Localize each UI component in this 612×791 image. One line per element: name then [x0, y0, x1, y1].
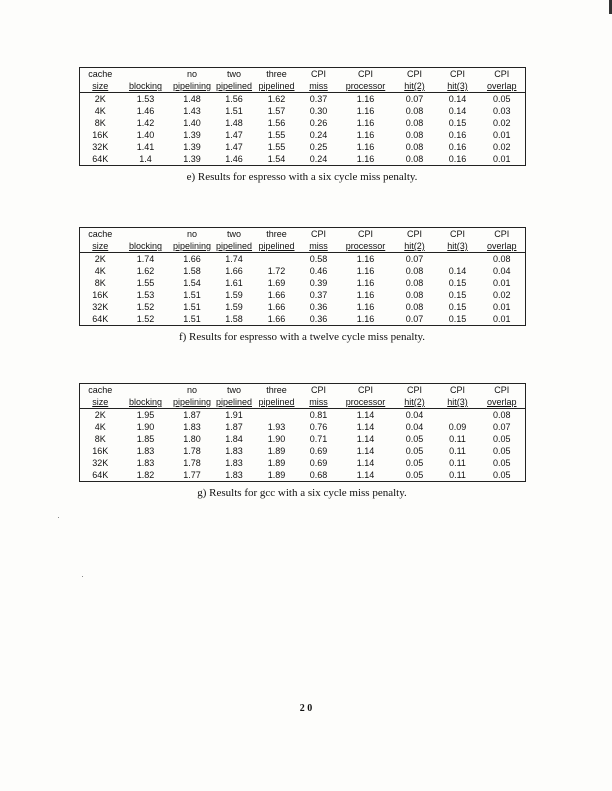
cache-size-cell: 4K	[94, 422, 106, 432]
header-cell: CPI	[449, 69, 465, 79]
header-cell: two	[226, 385, 241, 395]
cache-size-cell: 16K	[92, 446, 109, 456]
table-cell: 1.90	[136, 422, 155, 432]
table-cell: 0.07	[405, 314, 424, 324]
table-cell: 1.55	[136, 278, 155, 288]
table-cell: 0.16	[448, 142, 467, 152]
cache-size-cell: 2K	[94, 254, 106, 264]
table-cell: 0.24	[309, 154, 328, 164]
table-row	[80, 105, 526, 117]
table-cell: 0.08	[405, 106, 424, 116]
table-cell: 0.01	[492, 314, 511, 324]
table-cell: 1.16	[356, 254, 375, 264]
header-row-bottom	[80, 396, 526, 409]
table-cell: 1.62	[267, 94, 286, 104]
table-cell: 0.05	[492, 458, 511, 468]
table-cell: 0.71	[309, 434, 328, 444]
cache-size-cell: 64K	[92, 154, 109, 164]
results-table-e	[79, 67, 525, 183]
table-cell: 0.58	[309, 254, 328, 264]
table-cell: 1.54	[183, 278, 201, 288]
header-cell: miss	[299, 396, 339, 409]
table-cell: 0.30	[309, 106, 328, 116]
table-cell: 1.66	[183, 254, 201, 264]
table-cell: 1.47	[225, 130, 243, 140]
table-cell: 0.11	[449, 434, 466, 444]
table-cell: 0.01	[492, 130, 511, 140]
table-cell: 1.16	[356, 106, 375, 116]
results-table	[79, 383, 526, 482]
table-cell: 1.14	[356, 422, 375, 432]
table-cell: 1.77	[183, 470, 201, 480]
table-cell: 1.89	[267, 470, 286, 480]
table-cell: 0.04	[405, 410, 424, 420]
table-cell: 0.69	[309, 446, 328, 456]
cache-size-cell: 4K	[94, 106, 106, 116]
table-row	[80, 301, 526, 313]
table-cell: 0.14	[448, 266, 467, 276]
header-cell: blocking	[121, 396, 171, 409]
table-cell: 1.43	[183, 106, 201, 116]
header-cell: overlap	[479, 396, 526, 409]
header-cell: pipelined	[255, 80, 299, 93]
table-cell: 0.08	[405, 118, 424, 128]
table-cell: 1.74	[225, 254, 243, 264]
page-number: 2 0	[299, 703, 313, 714]
header-cell: miss	[299, 80, 339, 93]
table-cell: 0.15	[448, 118, 467, 128]
table-cell: 1.14	[356, 446, 375, 456]
header-row-top	[80, 384, 526, 397]
table-cell	[437, 253, 479, 266]
table-cell: 0.02	[492, 142, 511, 152]
table-cell: 1.66	[267, 302, 286, 312]
header-cell	[121, 68, 171, 81]
table-row	[80, 457, 526, 469]
table-cell: 1.89	[267, 446, 286, 456]
table-row	[80, 469, 526, 482]
table-cell: 1.83	[136, 458, 155, 468]
table-cell: 0.04	[405, 422, 424, 432]
table-cell: 1.82	[136, 470, 155, 480]
table-cell: 1.16	[356, 314, 375, 324]
table-cell: 0.02	[492, 290, 511, 300]
table-cell: 0.08	[405, 130, 424, 140]
table-caption: e) Results for espresso with a six cycle miss penalty.	[186, 171, 418, 183]
table-cell: 1.61	[225, 278, 243, 288]
table-row	[80, 445, 526, 457]
header-cell: pipelining	[171, 396, 214, 409]
table-cell: 1.52	[136, 302, 155, 312]
table-cell: 1.78	[183, 446, 201, 456]
table-cell: 1.58	[183, 266, 201, 276]
table-cell: 1.95	[136, 410, 155, 420]
table-cell: 1.58	[225, 314, 243, 324]
table-cell: 0.07	[405, 254, 424, 264]
table-cell: 1.66	[267, 314, 286, 324]
table-cell: 0.01	[492, 154, 511, 164]
table-cell: 1.14	[356, 470, 375, 480]
header-cell: CPI	[357, 69, 373, 79]
header-cell: cache	[88, 229, 113, 239]
table-cell: 1.66	[225, 266, 243, 276]
header-cell: pipelined	[255, 396, 299, 409]
header-cell: no	[186, 229, 197, 239]
table-cell: 1.52	[136, 314, 155, 324]
table-cell: 0.36	[309, 314, 328, 324]
table-cell: 1.4	[139, 154, 152, 164]
header-cell: no	[186, 69, 197, 79]
table-cell: 1.55	[267, 130, 286, 140]
cache-size-cell: 8K	[94, 278, 106, 288]
table-cell: 1.14	[356, 434, 375, 444]
table-cell: 1.66	[267, 290, 286, 300]
table-cell: 1.46	[225, 154, 243, 164]
table-cell: 1.40	[136, 130, 155, 140]
table-cell: 1.51	[183, 314, 201, 324]
table-cell: 0.05	[405, 458, 424, 468]
table-cell: 0.81	[309, 410, 328, 420]
header-cell: CPI	[449, 229, 465, 239]
table-cell: 1.51	[225, 106, 243, 116]
table-cell: 1.56	[225, 94, 243, 104]
header-cell: size	[80, 240, 121, 253]
table-row	[80, 253, 526, 266]
header-cell: blocking	[121, 240, 171, 253]
header-cell: hit(3)	[437, 240, 479, 253]
table-cell: 1.16	[356, 118, 375, 128]
table-cell: 0.11	[449, 446, 466, 456]
header-cell: blocking	[121, 80, 171, 93]
header-cell: hit(2)	[393, 80, 437, 93]
header-cell: three	[266, 385, 287, 395]
table-cell: 1.16	[356, 302, 375, 312]
header-row-top	[80, 228, 526, 241]
table-cell: 0.37	[309, 290, 328, 300]
scan-speck	[82, 576, 83, 577]
header-cell: processor	[339, 80, 393, 93]
table-cell: 0.11	[449, 458, 466, 468]
table-cell: 1.83	[225, 458, 243, 468]
header-cell: miss	[299, 240, 339, 253]
cache-size-cell: 16K	[92, 130, 109, 140]
table-cell: 1.87	[183, 410, 201, 420]
table-cell: 1.93	[267, 422, 286, 432]
table-cell: 0.09	[448, 422, 467, 432]
table-cell: 1.62	[136, 266, 155, 276]
header-cell: processor	[339, 240, 393, 253]
results-table	[79, 67, 526, 166]
table-cell: 1.41	[136, 142, 155, 152]
table-cell: 1.16	[356, 154, 375, 164]
table-cell: 1.39	[183, 130, 201, 140]
table-cell: 1.91	[225, 410, 243, 420]
table-cell	[437, 409, 479, 422]
table-cell: 1.40	[183, 118, 201, 128]
cache-size-cell: 32K	[92, 142, 109, 152]
results-table	[79, 227, 526, 326]
results-table-g	[79, 383, 525, 499]
table-cell: 1.55	[267, 142, 286, 152]
header-cell: CPI	[494, 385, 510, 395]
table-cell: 0.25	[309, 142, 328, 152]
table-cell: 0.68	[309, 470, 328, 480]
table-row	[80, 141, 526, 153]
table-row	[80, 433, 526, 445]
table-cell: 1.74	[136, 254, 155, 264]
table-cell: 0.69	[309, 458, 328, 468]
table-cell: 1.53	[136, 290, 155, 300]
table-cell: 1.85	[136, 434, 155, 444]
header-cell: size	[80, 80, 121, 93]
table-cell: 0.05	[405, 434, 424, 444]
table-cell: 1.84	[225, 434, 243, 444]
header-cell: pipelining	[171, 80, 214, 93]
header-cell: hit(2)	[393, 396, 437, 409]
header-row-top	[80, 68, 526, 81]
table-cell: 1.42	[136, 118, 155, 128]
table-cell: 1.83	[136, 446, 155, 456]
header-cell: overlap	[479, 80, 526, 93]
table-cell: 1.14	[356, 410, 375, 420]
header-cell: CPI	[406, 69, 422, 79]
table-cell: 0.16	[448, 130, 467, 140]
table-cell: 0.26	[309, 118, 328, 128]
cache-size-cell: 64K	[92, 470, 109, 480]
table-cell: 1.48	[225, 118, 243, 128]
table-cell: 0.05	[492, 434, 511, 444]
table-row	[80, 93, 526, 106]
cache-size-cell: 32K	[92, 302, 109, 312]
table-cell: 0.05	[492, 94, 511, 104]
cache-size-cell: 8K	[94, 434, 106, 444]
table-cell: 1.90	[267, 434, 286, 444]
table-cell: 1.89	[267, 458, 286, 468]
table-caption: g) Results for gcc with a six cycle miss penalty.	[197, 487, 407, 499]
table-cell: 0.08	[405, 278, 424, 288]
header-cell: CPI	[406, 229, 422, 239]
header-cell: pipelined	[255, 240, 299, 253]
table-cell	[255, 253, 299, 266]
header-cell: CPI	[310, 385, 326, 395]
table-cell: 0.37	[309, 94, 328, 104]
table-cell: 1.72	[267, 266, 286, 276]
table-cell: 0.05	[405, 446, 424, 456]
results-table-f	[79, 227, 525, 343]
table-cell: 1.56	[267, 118, 286, 128]
table-cell: 1.53	[136, 94, 155, 104]
table-cell: 1.16	[356, 94, 375, 104]
table-cell: 0.08	[405, 290, 424, 300]
header-cell: two	[226, 229, 241, 239]
header-cell: pipelined	[214, 80, 255, 93]
table-cell: 1.16	[356, 266, 375, 276]
cache-size-cell: 8K	[94, 118, 106, 128]
cache-size-cell: 32K	[92, 458, 109, 468]
header-cell: CPI	[449, 385, 465, 395]
header-cell: CPI	[494, 69, 510, 79]
table-cell: 0.05	[492, 446, 511, 456]
table-cell: 0.15	[448, 290, 467, 300]
table-cell: 0.08	[405, 142, 424, 152]
table-cell: 0.04	[492, 266, 511, 276]
table-cell: 0.76	[309, 422, 328, 432]
table-row	[80, 421, 526, 433]
table-cell: 1.83	[183, 422, 201, 432]
header-cell: processor	[339, 396, 393, 409]
header-cell: hit(2)	[393, 240, 437, 253]
table-cell: 1.48	[183, 94, 201, 104]
header-cell: cache	[88, 69, 113, 79]
table-row	[80, 289, 526, 301]
header-cell	[121, 228, 171, 241]
table-cell: 1.16	[356, 130, 375, 140]
table-cell: 1.16	[356, 290, 375, 300]
table-cell: 0.08	[405, 302, 424, 312]
table-cell: 1.51	[183, 290, 201, 300]
table-cell: 1.78	[183, 458, 201, 468]
table-cell: 1.14	[356, 458, 375, 468]
header-cell: two	[226, 69, 241, 79]
header-cell: three	[266, 69, 287, 79]
table-cell: 1.16	[356, 278, 375, 288]
cache-size-cell: 64K	[92, 314, 109, 324]
table-cell: 0.03	[492, 106, 511, 116]
table-cell: 0.16	[448, 154, 467, 164]
header-cell: pipelined	[214, 240, 255, 253]
table-cell: 0.05	[405, 470, 424, 480]
table-cell: 0.08	[405, 154, 424, 164]
header-cell: size	[80, 396, 121, 409]
header-cell: hit(3)	[437, 80, 479, 93]
table-cell: 0.02	[492, 118, 511, 128]
table-cell: 0.46	[309, 266, 328, 276]
table-row	[80, 129, 526, 141]
table-cell: 0.24	[309, 130, 328, 140]
table-cell: 0.14	[448, 106, 467, 116]
table-cell: 1.54	[267, 154, 286, 164]
table-cell: 0.07	[492, 422, 511, 432]
header-cell: three	[266, 229, 287, 239]
header-row-bottom	[80, 80, 526, 93]
table-row	[80, 117, 526, 129]
table-cell: 0.07	[405, 94, 424, 104]
header-cell: hit(3)	[437, 396, 479, 409]
table-cell: 1.69	[267, 278, 286, 288]
table-cell: 1.59	[225, 290, 243, 300]
header-row-bottom	[80, 240, 526, 253]
header-cell: cache	[88, 385, 113, 395]
table-caption: f) Results for espresso with a twelve cycle miss penalty.	[178, 331, 426, 343]
header-cell: CPI	[494, 229, 510, 239]
table-row	[80, 313, 526, 326]
table-cell: 1.57	[267, 106, 286, 116]
table-row	[80, 277, 526, 289]
table-row	[80, 409, 526, 422]
header-cell: CPI	[357, 229, 373, 239]
table-cell: 0.01	[492, 278, 511, 288]
table-cell: 0.39	[309, 278, 328, 288]
table-cell: 0.01	[492, 302, 511, 312]
header-cell: CPI	[357, 385, 373, 395]
table-cell: 1.16	[356, 142, 375, 152]
table-cell: 0.11	[449, 470, 466, 480]
cache-size-cell: 4K	[94, 266, 106, 276]
table-row	[80, 153, 526, 166]
header-cell: CPI	[310, 229, 326, 239]
table-cell: 1.83	[225, 446, 243, 456]
table-row	[80, 265, 526, 277]
table-cell: 0.15	[448, 302, 467, 312]
header-cell: CPI	[310, 69, 326, 79]
table-cell: 1.39	[183, 154, 201, 164]
table-cell: 0.08	[492, 410, 511, 420]
table-cell: 1.39	[183, 142, 201, 152]
table-cell: 1.47	[225, 142, 243, 152]
header-cell: overlap	[479, 240, 526, 253]
scan-speck	[58, 517, 59, 518]
header-cell: CPI	[406, 385, 422, 395]
header-cell: no	[186, 385, 197, 395]
header-cell	[121, 384, 171, 397]
table-cell: 0.05	[492, 470, 511, 480]
table-cell: 1.83	[225, 470, 243, 480]
table-cell	[255, 409, 299, 422]
header-cell: pipelined	[214, 396, 255, 409]
table-cell: 0.15	[448, 314, 467, 324]
table-cell: 0.36	[309, 302, 328, 312]
table-cell: 1.80	[183, 434, 201, 444]
table-cell: 1.87	[225, 422, 243, 432]
table-cell: 0.15	[448, 278, 467, 288]
cache-size-cell: 16K	[92, 290, 109, 300]
table-cell: 0.14	[448, 94, 467, 104]
header-cell: pipelining	[171, 240, 214, 253]
table-cell: 1.59	[225, 302, 243, 312]
table-cell: 0.08	[492, 254, 511, 264]
cache-size-cell: 2K	[94, 94, 106, 104]
table-cell: 1.46	[136, 106, 155, 116]
table-cell: 0.08	[405, 266, 424, 276]
cache-size-cell: 2K	[94, 410, 106, 420]
table-cell: 1.51	[183, 302, 201, 312]
